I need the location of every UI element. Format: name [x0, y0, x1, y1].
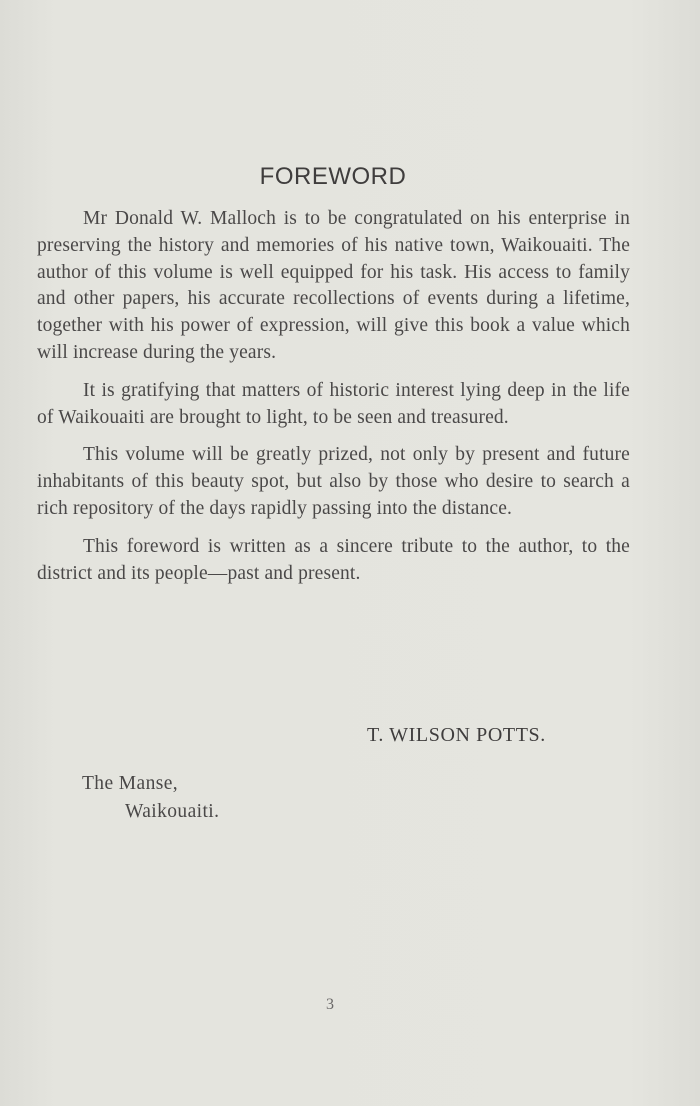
paragraph-4: This foreword is written as a sincere tribute to the author, to the district and its people—past and present. — [37, 535, 630, 584]
paragraph-3: This volume will be greatly prized, not only by present and future inhabitants of this beauty spot, but also by those who desire to search a rich repository of the days rapidly passing into the distance. — [37, 444, 630, 519]
address-line-1: The Manse, — [82, 773, 179, 794]
address-line-2: Waikouaiti. — [125, 801, 220, 822]
paragraph-2: It is gratifying that matters of historic interest lying deep in the life of Waikouaiti are brought to light, to be seen and treasured. — [37, 379, 630, 428]
paragraph-1: Mr Donald W. Malloch is to be congratulated on his enterprise in preserving the history and memories of his native town, Waikouaiti. The author of this volume is well equipped for his task. His access to family and other papers, his accurate recollections of events during a lifetime, together with his power of expression, will give this book a value which will increase during the years. — [37, 208, 630, 363]
page-number: 3 — [326, 996, 334, 1013]
author-signature: T. WILSON POTTS. — [367, 724, 546, 746]
page-title: FOREWORD — [259, 163, 407, 190]
foreword-body — [37, 206, 630, 598]
